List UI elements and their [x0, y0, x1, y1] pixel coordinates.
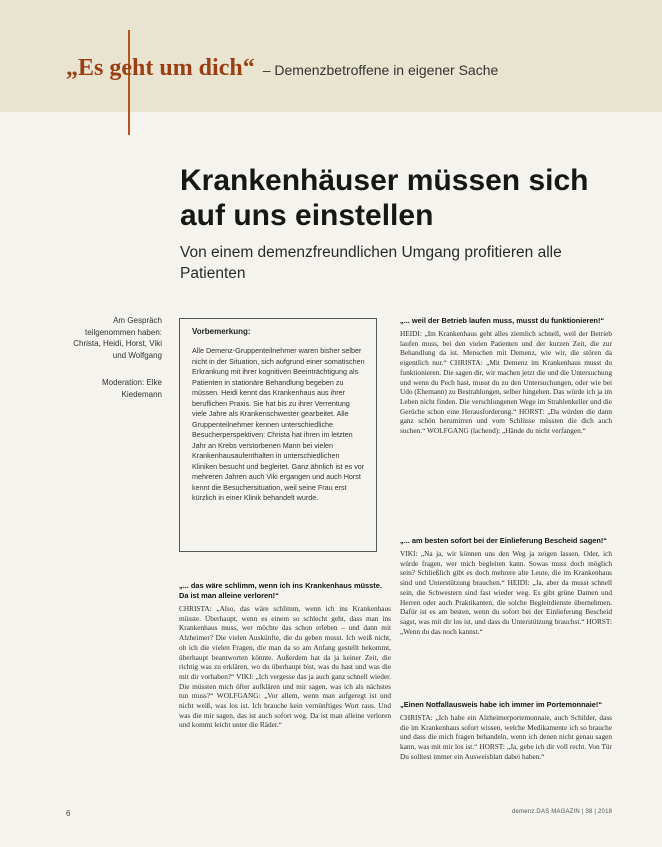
article-headline: Krankenhäuser müssen sich auf uns einstellen: [180, 164, 589, 232]
article-section: [400, 536, 612, 636]
article-section: [400, 700, 612, 762]
section-heading: „... das wäre schlimm, wenn ich ins Krankenhaus müsste. Da ist man alleine verloren!“: [179, 581, 382, 600]
section-heading: „... am besten sofort bei der Einlieferung Bescheid sagen!“: [400, 536, 607, 545]
series-title: „Es geht um dich“: [66, 55, 255, 81]
note-box-title: Vorbemerkung:: [192, 327, 251, 336]
moderation-note: Moderation: Elke Kiedemann: [101, 378, 162, 399]
section-body: HEIDI: „Im Krankenhaus geht alles ziemlich schnell, weil der Betrieb laufen muss, bei den vielen Patienten und der kurzen Zeit, die zur Behandlung da ist. Menschen mit Demenz, wie wir, die stören da eigentlich nur.“ CHRISTA: „Mit Demenz im Krankenhaus musst du funktionieren. Die sagen dir, wir machen jetzt die und die Untersuchung und wenn du Pech hast, musst du zu den Untersuchungen, oder wie bei Udo (Ehemann) zu Bestrahlungen, selber hingehen. Das würde ich ja im Leben nicht finden. Die verschlungenen Wege im Strahlenkeller und die Gerüche schon eine Herausforderung.“ HORST: „Da würden die dann ganz schön herumirren und vom Schlüsse müssten die dich auch suchen.“ WOLFGANG (lachend): „Hände du nicht verfangen.“: [400, 329, 612, 436]
publication-source: demenz.DAS MAGAZIN | 38 | 2018: [512, 809, 613, 815]
participants-note: Am Gespräch teilgenommen haben: Christa, Heidi, Horst, Viki und Wolfgang: [73, 316, 162, 360]
section-heading: „Einen Notfallausweis habe ich immer im Portemonnaie!“: [400, 700, 603, 709]
section-body: CHRISTA: „Also, das wäre schlimm, wenn ich ins Krankenhaus müsste. Überhaupt, wenn es einem so schlecht geht, dass man ins Krankenhaus muss, wer möchte das schon erleben – und dann mit Alzheimer? Die vielen Auskünfte, die du geben musst. Ich weiß nicht, ob ich die vielen Fragen, die man da so am Anfang gestellt bekommt, überhaupt beantworten könnte. Außerdem hat da ja keiner Zeit, die richtig was zu erklären, wo du überhaupt bist, was du hast und was die mit dir vorhaben?“ VIKI: „Ich vergesse das ja auch ganz schnell wieder. Die müssten mich öfter aufklären und mir sagen, was ich als nächstes tun muss?“ WOLFGANG: „Vor allem, wenn man aufgeregt ist und nicht weiß, was los ist. Ich brauche kein vernünftiges Wort raus. Und was die mir sagen, das ist auch sofort weg. Da ist man alleine verloren und kommt leicht unter die Räder.“: [179, 604, 391, 730]
preliminary-note-box: [179, 318, 377, 552]
series-header-line: [66, 55, 498, 82]
series-subtitle: – Demenzbetroffene in eigener Sache: [262, 62, 499, 78]
section-body: CHRISTA: „Ich habe ein Alzheimerportemonnaie, auch Schilder, dass die im Krankenhaus sofort wissen, welche Medikamente ich so brauche und dass die mich fragen behandeln, wenn ich denen nicht genau sagen kann, was mit mir los ist.“ HORST: „Ja, gebe ich dir voll recht. Von Tür Du solltest immer ein Ausweisblatt dabei haben.“: [400, 713, 612, 761]
article-section: [179, 581, 391, 730]
header-accent-rule: [128, 30, 130, 135]
note-box-text: Alle Demenz-Gruppenteilnehmer waren bisher selber nicht in der Situation, sich aufgrund einer somatischen Erkrankung mit ihrer kognitiven Beeinträchtigung als Patienten in stationäre Behandlung begeben zu müssen. Heidi kennt das Krankenhaus aus ihrer beruflichen Praxis. Sie hat bis zu ihrer Verrentung viele Jahre als Krankenschwester gearbeitet. Alle Gruppenteilnehmer kennen unterschiedliche Besucherperspektiven: Christa hat ihren im letzten Jahr an Krebs verstorbenen Mann bei vielen Krankenhausaufenthalten in unterschiedlichen Kliniken besucht und begleitet. Ganz ähnlich ist es vor mehreren Jahren auch Viki ergangen und auch Horst kennt die Besuchersituation, weil seine Frau erst kürzlich in einer Klinik behandelt wurde.: [192, 346, 365, 502]
article-subheadline: Von einem demenzfreundlichen Umgang profitieren alle Patienten: [180, 244, 562, 282]
page-number: 6: [66, 809, 71, 818]
section-body: VIKI: „Na ja, wir können uns den Weg ja zeigen lassen. Oder, ich würde fragen, wer mich begleiten kann. Sowas muss doch möglich sein? Schließlich gibt es doch mehrere alte Leute, die im Krankenhaus sind und Unterstützung brauchen.“ HEIDI: „Ja, aber da musst schnell sein, die Schwestern sind fast wieder weg. Es gibt grüne Damen und Herren oder auch Praktikanten, die solche Begleitdienste übernehmen. Dafür ist es am besten, wenn du sofort bei der Einlieferung Bescheid sagst, was mit dir los ist, und dass du Unterstützung brauchst.“ HORST: „Wenn du das noch kannst.“: [400, 549, 612, 636]
section-heading: „... weil der Betrieb laufen muss, musst du funktionieren!“: [400, 316, 605, 325]
article-section: [400, 316, 612, 436]
